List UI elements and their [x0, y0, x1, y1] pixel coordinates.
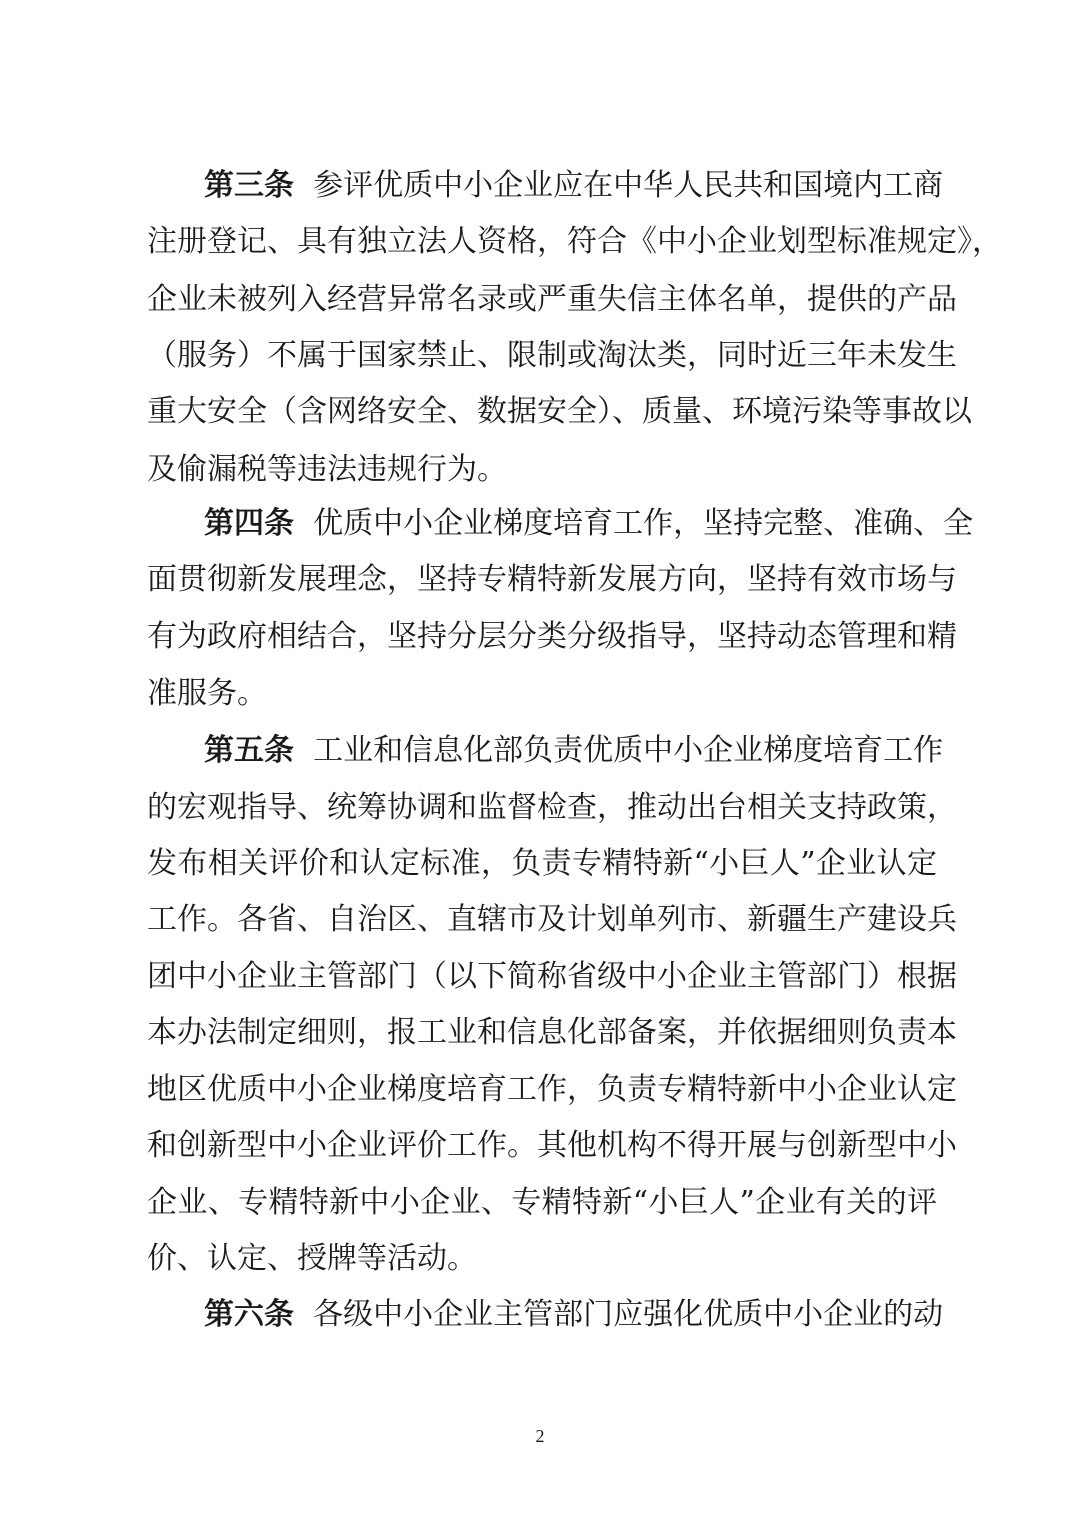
article-6-text: 各级中小企业主管部门应强化优质中小企业的动	[313, 1297, 944, 1332]
article-3-line: 重大安全（含网络安全、数据安全）、质量、环境污染等事故以	[147, 394, 972, 429]
article-4-heading: 第四条	[204, 506, 294, 541]
article-5-line: 价、认定、授牌等活动。	[147, 1241, 477, 1276]
article-5-line: 企业、专精特新中小企业、专精特新“小巨人”企业有关的评	[147, 1185, 937, 1220]
article-5-line: 本办法制定细则，报工业和信息化部备案，并依据细则负责本	[147, 1015, 957, 1050]
article-4-text: 优质中小企业梯度培育工作，坚持完整、准确、全	[313, 506, 974, 541]
article-5-line: 团中小企业主管部门（以下简称省级中小企业主管部门）根据	[147, 959, 957, 994]
article-3-line: （服务）不属于国家禁止、限制或淘汰类，同时近三年未发生	[147, 338, 957, 373]
article-3-heading: 第三条	[204, 168, 294, 203]
article-5-heading: 第五条	[204, 733, 294, 768]
article-5-line: 工作。各省、自治区、直辖市及计划单列市、新疆生产建设兵	[147, 902, 957, 937]
article-5-line: 和创新型中小企业评价工作。其他机构不得开展与创新型中小	[147, 1128, 957, 1163]
article-3-line: 企业未被列入经营异常名录或严重失信主体名单，提供的产品	[147, 282, 957, 317]
article-4-line: 面贯彻新发展理念，坚持专精特新发展方向，坚持有效市场与	[147, 562, 957, 597]
article-3-first-line	[204, 166, 944, 206]
article-5-text: 工业和信息化部负责优质中小企业梯度培育工作	[313, 733, 944, 768]
article-6-heading: 第六条	[204, 1297, 294, 1332]
article-3-line: 及偷漏税等违法违规行为。	[147, 452, 507, 487]
article-3-line: 注册登记、具有独立法人资格，符合《中小企业划型标准规定》，	[147, 224, 1002, 259]
article-4-line: 有为政府相结合，坚持分层分类分级指导，坚持动态管理和精	[147, 619, 957, 654]
article-5-line: 的宏观指导、统筹协调和监督检查，推动出台相关支持政策，	[147, 790, 957, 825]
article-6-first-line	[204, 1295, 944, 1335]
article-3-text: 参评优质中小企业应在中华人民共和国境内工商	[313, 168, 944, 203]
article-5-line: 发布相关评价和认定标准，负责专精特新“小巨人”企业认定	[147, 846, 937, 881]
article-4-line: 准服务。	[147, 676, 267, 711]
article-4-first-line	[204, 504, 974, 544]
article-5-first-line	[204, 731, 944, 771]
page-number: 2	[535, 1426, 545, 1446]
article-5-line: 地区优质中小企业梯度培育工作，负责专精特新中小企业认定	[147, 1072, 957, 1107]
